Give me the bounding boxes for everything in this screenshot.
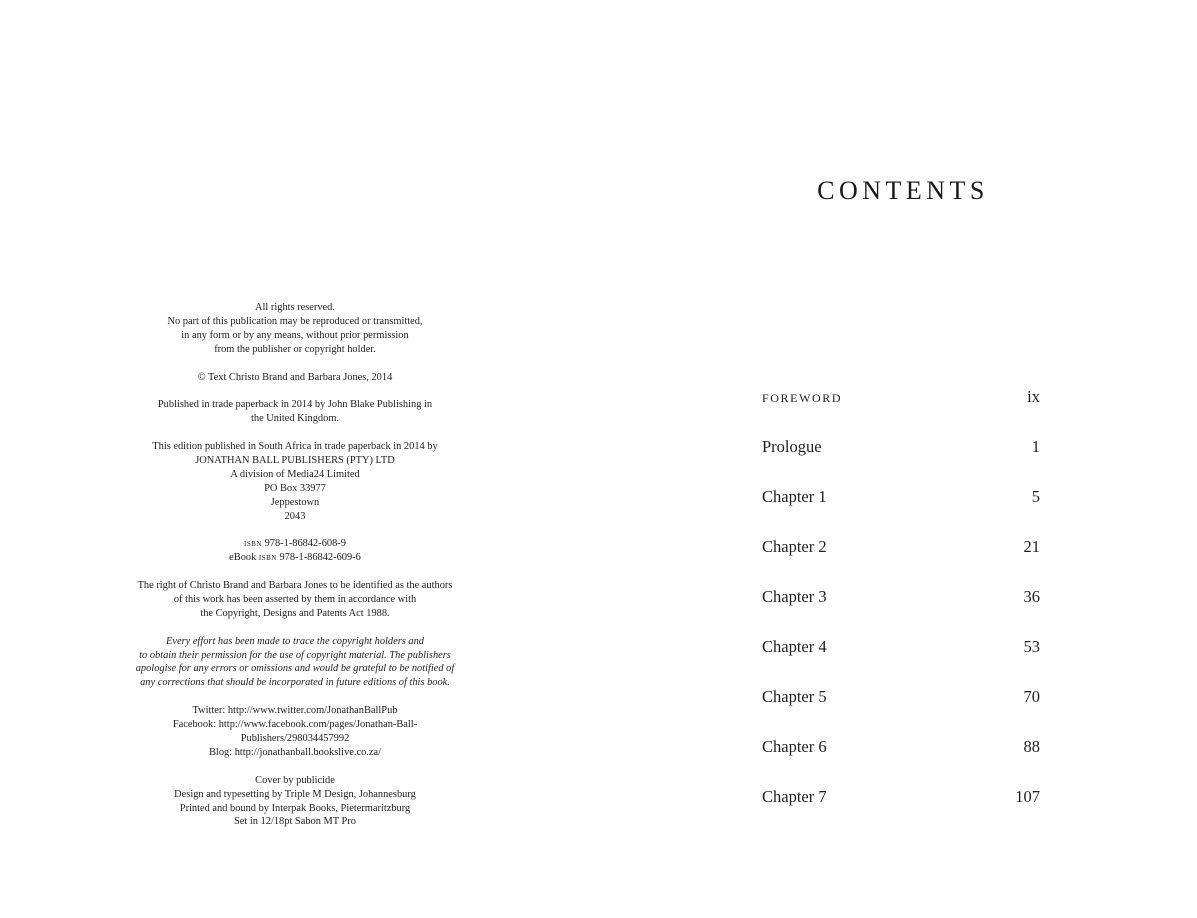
toc-entry-page: 53: [1023, 637, 1040, 656]
publisher-name: JONATHAN BALL PUBLISHERS (PTY) LTD: [195, 454, 395, 466]
isbn-ebook: [120, 551, 470, 565]
isbn-label: isbn: [258, 552, 277, 564]
facebook-link-continued: Publishers/298034457992: [240, 732, 350, 744]
isbn-label: isbn: [244, 538, 262, 550]
toc-entry-page: 107: [1015, 787, 1040, 806]
cover-credit: Cover by publicide: [255, 774, 335, 786]
moral-rights-notice: [120, 579, 470, 621]
disclaimer-line: to obtain their permission for the use of copyright material. The publishers: [139, 649, 451, 661]
blog-link: Blog: http://jonathanball.bookslive.co.za/: [209, 746, 381, 758]
facebook-link: Facebook: http://www.facebook.com/pages/Jonathan-Ball-: [172, 719, 418, 731]
copyright-line: © Text Christo Brand and Barbara Jones, 2014: [197, 371, 393, 383]
toc-entry-label: Chapter 7: [762, 787, 827, 806]
publisher-town: Jeppestown: [270, 496, 320, 508]
toc-entry-page: 70: [1023, 687, 1040, 706]
rights-line: All rights reserved.: [255, 302, 335, 313]
toc-entry-label: FOREWORD: [762, 391, 843, 405]
design-credit: Design and typesetting by Triple M Design, Johannesburg: [174, 788, 416, 800]
rights-notice: [120, 301, 470, 357]
moral-rights-line: of this work has been asserted by them in accordance with: [173, 593, 417, 605]
typeface-credit: Set in 12/18pt Sabon MT Pro: [234, 816, 356, 828]
toc-entry-page: 1: [1031, 437, 1040, 456]
disclaimer-notice: [120, 635, 470, 691]
toc-entry-label: Prologue: [762, 437, 822, 456]
toc-entry-foreword[interactable]: [762, 383, 1040, 433]
disclaimer-line: any corrections that should be incorporated in future editions of this book.: [140, 677, 450, 689]
rights-line: in any form or by any means, without prior permission: [181, 329, 409, 341]
toc-entry-label: Chapter 2: [762, 537, 827, 556]
toc-entry-label: Chapter 6: [762, 737, 827, 756]
disclaimer-line: Every effort has been made to trace the copyright holders and: [166, 635, 424, 647]
rights-line: No part of this publication may be reproduced or transmitted,: [167, 315, 423, 327]
publisher-po-box: PO Box 33977: [264, 482, 326, 494]
toc-entry-prologue[interactable]: [762, 433, 1040, 483]
toc-entry-chapter-4[interactable]: [762, 633, 1040, 683]
toc-entry-page: 88: [1023, 737, 1040, 756]
first-published-notice: [120, 398, 470, 426]
isbn-number: 978-1-86842-608-9: [264, 538, 346, 550]
moral-rights-line: The right of Christo Brand and Barbara Jones to be identified as the authors: [137, 580, 453, 592]
toc-entry-chapter-3[interactable]: [762, 583, 1040, 633]
moral-rights-line: the Copyright, Designs and Patents Act 1988.: [200, 607, 390, 619]
production-credits: [120, 774, 470, 830]
toc-entry-page: 36: [1023, 587, 1040, 606]
toc-entry-page: 21: [1023, 537, 1040, 556]
toc-entry-chapter-1[interactable]: [762, 483, 1040, 533]
published-line: the United Kingdom.: [250, 413, 340, 425]
publisher-postcode: 2043: [284, 510, 306, 522]
edition-line: This edition published in South Africa in trade paperback in 2014 by: [152, 441, 438, 453]
published-line: Published in trade paperback in 2014 by John Blake Publishing in: [157, 399, 433, 411]
toc-entry-label: Chapter 4: [762, 637, 827, 656]
publisher-division: A division of Media24 Limited: [230, 468, 360, 480]
toc-entry-chapter-5[interactable]: [762, 683, 1040, 733]
table-of-contents: [762, 383, 1040, 833]
toc-entry-chapter-6[interactable]: [762, 733, 1040, 783]
twitter-link: Twitter: http://www.twitter.com/JonathanBallPub: [192, 705, 398, 717]
toc-entry-chapter-2[interactable]: [762, 533, 1040, 583]
isbn-notice: [120, 537, 470, 565]
toc-entry-page: ix: [1027, 387, 1040, 406]
copyright-notice: [120, 371, 470, 385]
social-links: [120, 704, 470, 760]
ebook-prefix: eBook: [229, 552, 259, 564]
edition-notice: [120, 440, 470, 523]
printing-credit: Printed and bound by Interpak Books, Pietermaritzburg: [179, 802, 411, 814]
toc-entry-label: Chapter 1: [762, 487, 827, 506]
toc-entry-chapter-7[interactable]: [762, 783, 1040, 833]
imprint-page: [120, 301, 470, 843]
isbn-print: [120, 537, 470, 551]
toc-entry-label: Chapter 5: [762, 687, 827, 706]
toc-entry-label: Chapter 3: [762, 587, 827, 606]
disclaimer-line: apologise for any errors or omissions and would be grateful to be notified of: [135, 663, 455, 675]
rights-line: from the publisher or copyright holder.: [214, 343, 376, 355]
toc-entry-page: 5: [1031, 487, 1040, 506]
isbn-number: 978-1-86842-609-6: [279, 552, 361, 564]
contents-title: CONTENTS: [817, 176, 989, 205]
